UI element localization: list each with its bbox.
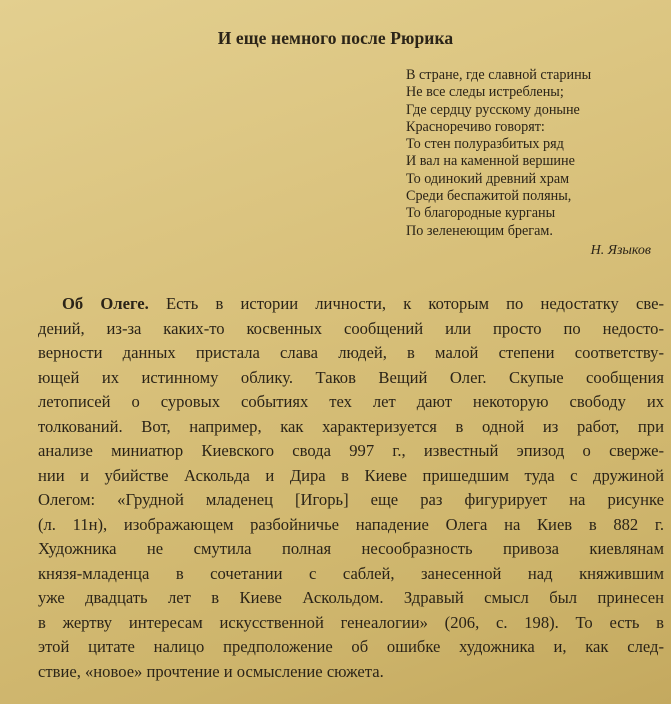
body-line-text: Есть в истории личности, к которым по недостатку све-: [148, 294, 665, 313]
body-line: нии и убийстве Аскольда и Дира в Киеве пришедшим туда с дружиной: [38, 465, 664, 485]
body-line: анализе миниатюр Киевского свода 997 г., известный эпизод о сверже-: [38, 441, 664, 460]
body-line: в жертву интересам искусственной генеалогии» (206, с. 198). То есть в: [38, 612, 664, 632]
body-paragraph: [38, 292, 664, 684]
body-line: (л. 11н), изображающем разбойничье нападение Олега на Киев в 882 г.: [38, 514, 664, 534]
body-line: [38, 292, 664, 317]
epigraph-line: То одинокий древний храм: [406, 170, 570, 187]
body-line: дений, из-за каких-то косвенных сообщений или просто по недосто-: [38, 318, 664, 338]
body-line: ствие, «новое» прочтение и осмысление сюжета.: [38, 661, 384, 681]
epigraph-line: В стране, где славной старины: [406, 67, 592, 83]
body-line: ющей их истинному облику. Таков Вещий Олег. Скупые сообщения: [38, 367, 664, 387]
body-line: князя-младенца в сочетании с саблей, занесенной над княжившим: [38, 563, 664, 583]
body-line: Художника не смутила полная несообразность привоза киевлянам: [38, 539, 664, 558]
section-lead-in: Об Олеге.: [62, 294, 149, 313]
body-line: летописей о суровых событиях тех лет дают некоторую свободу их: [38, 392, 664, 411]
epigraph-line: По зеленеющим брегам.: [406, 222, 553, 239]
epigraph-line: Не все следы истреблены;: [406, 84, 564, 101]
epigraph-line: То благородные курганы: [406, 205, 556, 222]
epigraph-line: То стен полуразбитых ряд: [406, 136, 564, 153]
body-line: Олегом: «Грудной младенец [Игорь] еще раз фигурирует на рисунке: [38, 490, 664, 509]
epigraph-line: Где сердцу русскому доныне: [406, 101, 580, 118]
epigraph-poem: [406, 67, 656, 240]
epigraph-line: Среди беспажитой поляны,: [406, 188, 572, 205]
body-line: верности данных пристала слава людей, в малой степени соответству-: [38, 343, 664, 362]
chapter-title: И еще немного после Рюрика: [217, 28, 454, 48]
body-line: этой цитате налицо предположение об ошибке художника и, как след-: [38, 637, 664, 656]
epigraph-author: Н. Языков: [590, 243, 651, 258]
epigraph-line: И вал на каменной вершине: [406, 153, 575, 170]
body-line: уже двадцать лет в Киеве Аскольдом. Здравый смысл был принесен: [38, 588, 664, 607]
body-line: толкований. Вот, например, как характеризуется в одной из работ, при: [38, 416, 664, 436]
epigraph-line: Красноречиво говорят:: [406, 118, 545, 135]
